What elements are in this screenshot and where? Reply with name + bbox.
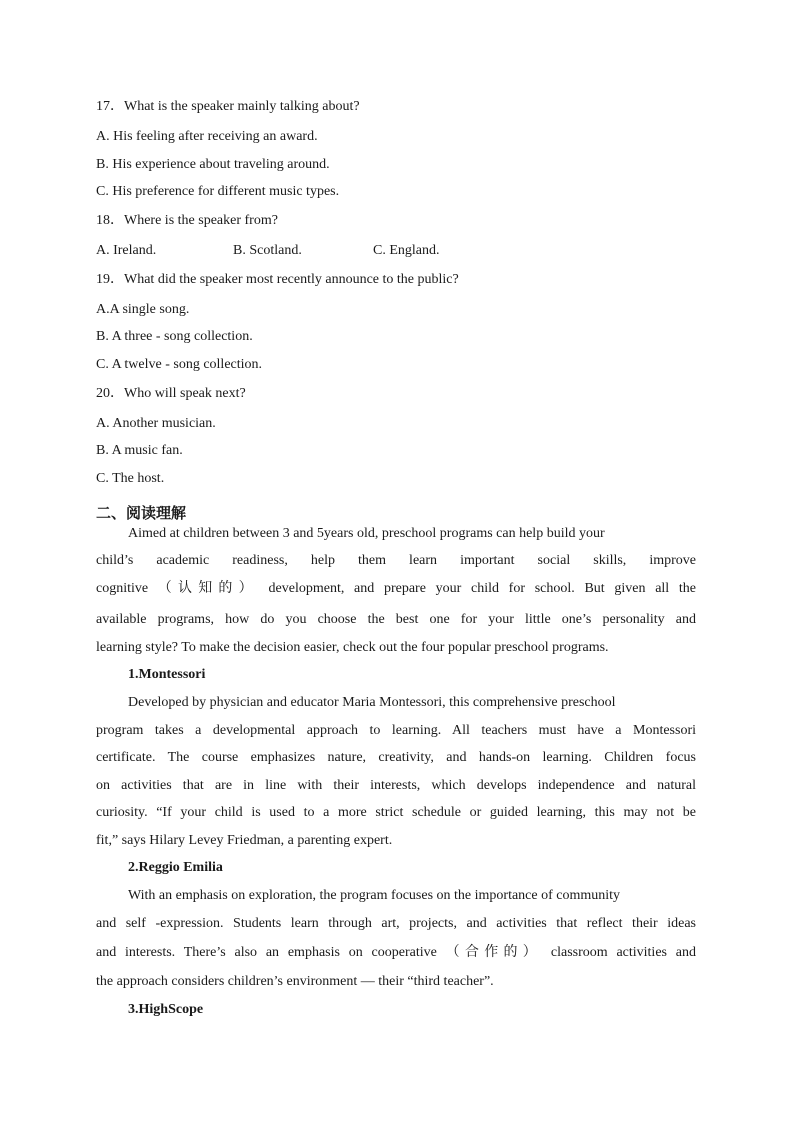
q19-option-b: B. A three - song collection. [96, 329, 253, 344]
section-title-montessori: 1.Montessori [128, 667, 206, 682]
q18-option-a: A. Ireland. [96, 243, 157, 258]
intro-line-2: child’s academic readiness, help them learn important social skills, improve [96, 553, 696, 568]
section-title-highscope: 3.HighScope [128, 1002, 204, 1017]
montessori-line-4: on activities that are in line with their interests, which develops independence and natural [96, 778, 696, 793]
reggio-line-2: and self -expression. Students learn through art, projects, and activities that reflect their ideas [96, 916, 696, 931]
section-title-reggio-emilia: 2.Reggio Emilia [128, 860, 223, 875]
question-19: 19．What did the speaker most recently announce to the public? [96, 272, 459, 287]
q19-option-c: C. A twelve - song collection. [96, 357, 263, 372]
question-20: 20．Who will speak next? [96, 386, 246, 401]
montessori-line-5: curiosity. “If your child is used to a more strict schedule or guided learning, this may not be [96, 805, 696, 820]
intro-line-4: available programs, how do you choose the best one for your little one’s personality and [96, 612, 696, 627]
montessori-line-2: program takes a developmental approach to learning. All teachers must have a Montessori [96, 723, 696, 738]
q20-option-a: A. Another musician. [96, 416, 216, 431]
q18-options-row [96, 243, 496, 259]
intro-line-5: learning style? To make the decision easier, check out the four popular preschool programs. [96, 640, 609, 655]
montessori-line-3: certificate. The course emphasizes nature, creativity, and hands-on learning. Children focus [96, 750, 696, 765]
question-18: 18．Where is the speaker from? [96, 213, 278, 228]
intro-line-3: cognitive （认知的） development, and prepare your child for school. But given all the [96, 581, 696, 596]
reggio-line-3: and interests. There’s also an emphasis on cooperative （合作的） classroom activities and [96, 945, 696, 960]
q20-option-b: B. A music fan. [96, 443, 183, 458]
q19-option-a: A.A single song. [96, 302, 190, 317]
q18-option-b: B. Scotland. [233, 243, 302, 258]
intro-line-1: Aimed at children between 3 and 5years old, preschool programs can help build your [128, 526, 605, 541]
reggio-line-4: the approach considers children’s environment — their “third teacher”. [96, 974, 494, 989]
q17-option-a: A. His feeling after receiving an award. [96, 129, 318, 144]
q20-option-c: C. The host. [96, 471, 165, 486]
question-17: 17．What is the speaker mainly talking about? [96, 99, 360, 114]
q17-option-c: C. His preference for different music types. [96, 184, 340, 199]
montessori-line-1: Developed by physician and educator Maria Montessori, this comprehensive preschool [128, 695, 616, 710]
montessori-line-6: fit,” says Hilary Levey Friedman, a parenting expert. [96, 833, 393, 848]
q17-option-b: B. His experience about traveling around. [96, 157, 330, 172]
q18-option-c: C. England. [373, 243, 440, 258]
section-heading-reading: 二、阅读理解 [96, 504, 187, 522]
reggio-line-1: With an emphasis on exploration, the program focuses on the importance of community [128, 888, 621, 903]
